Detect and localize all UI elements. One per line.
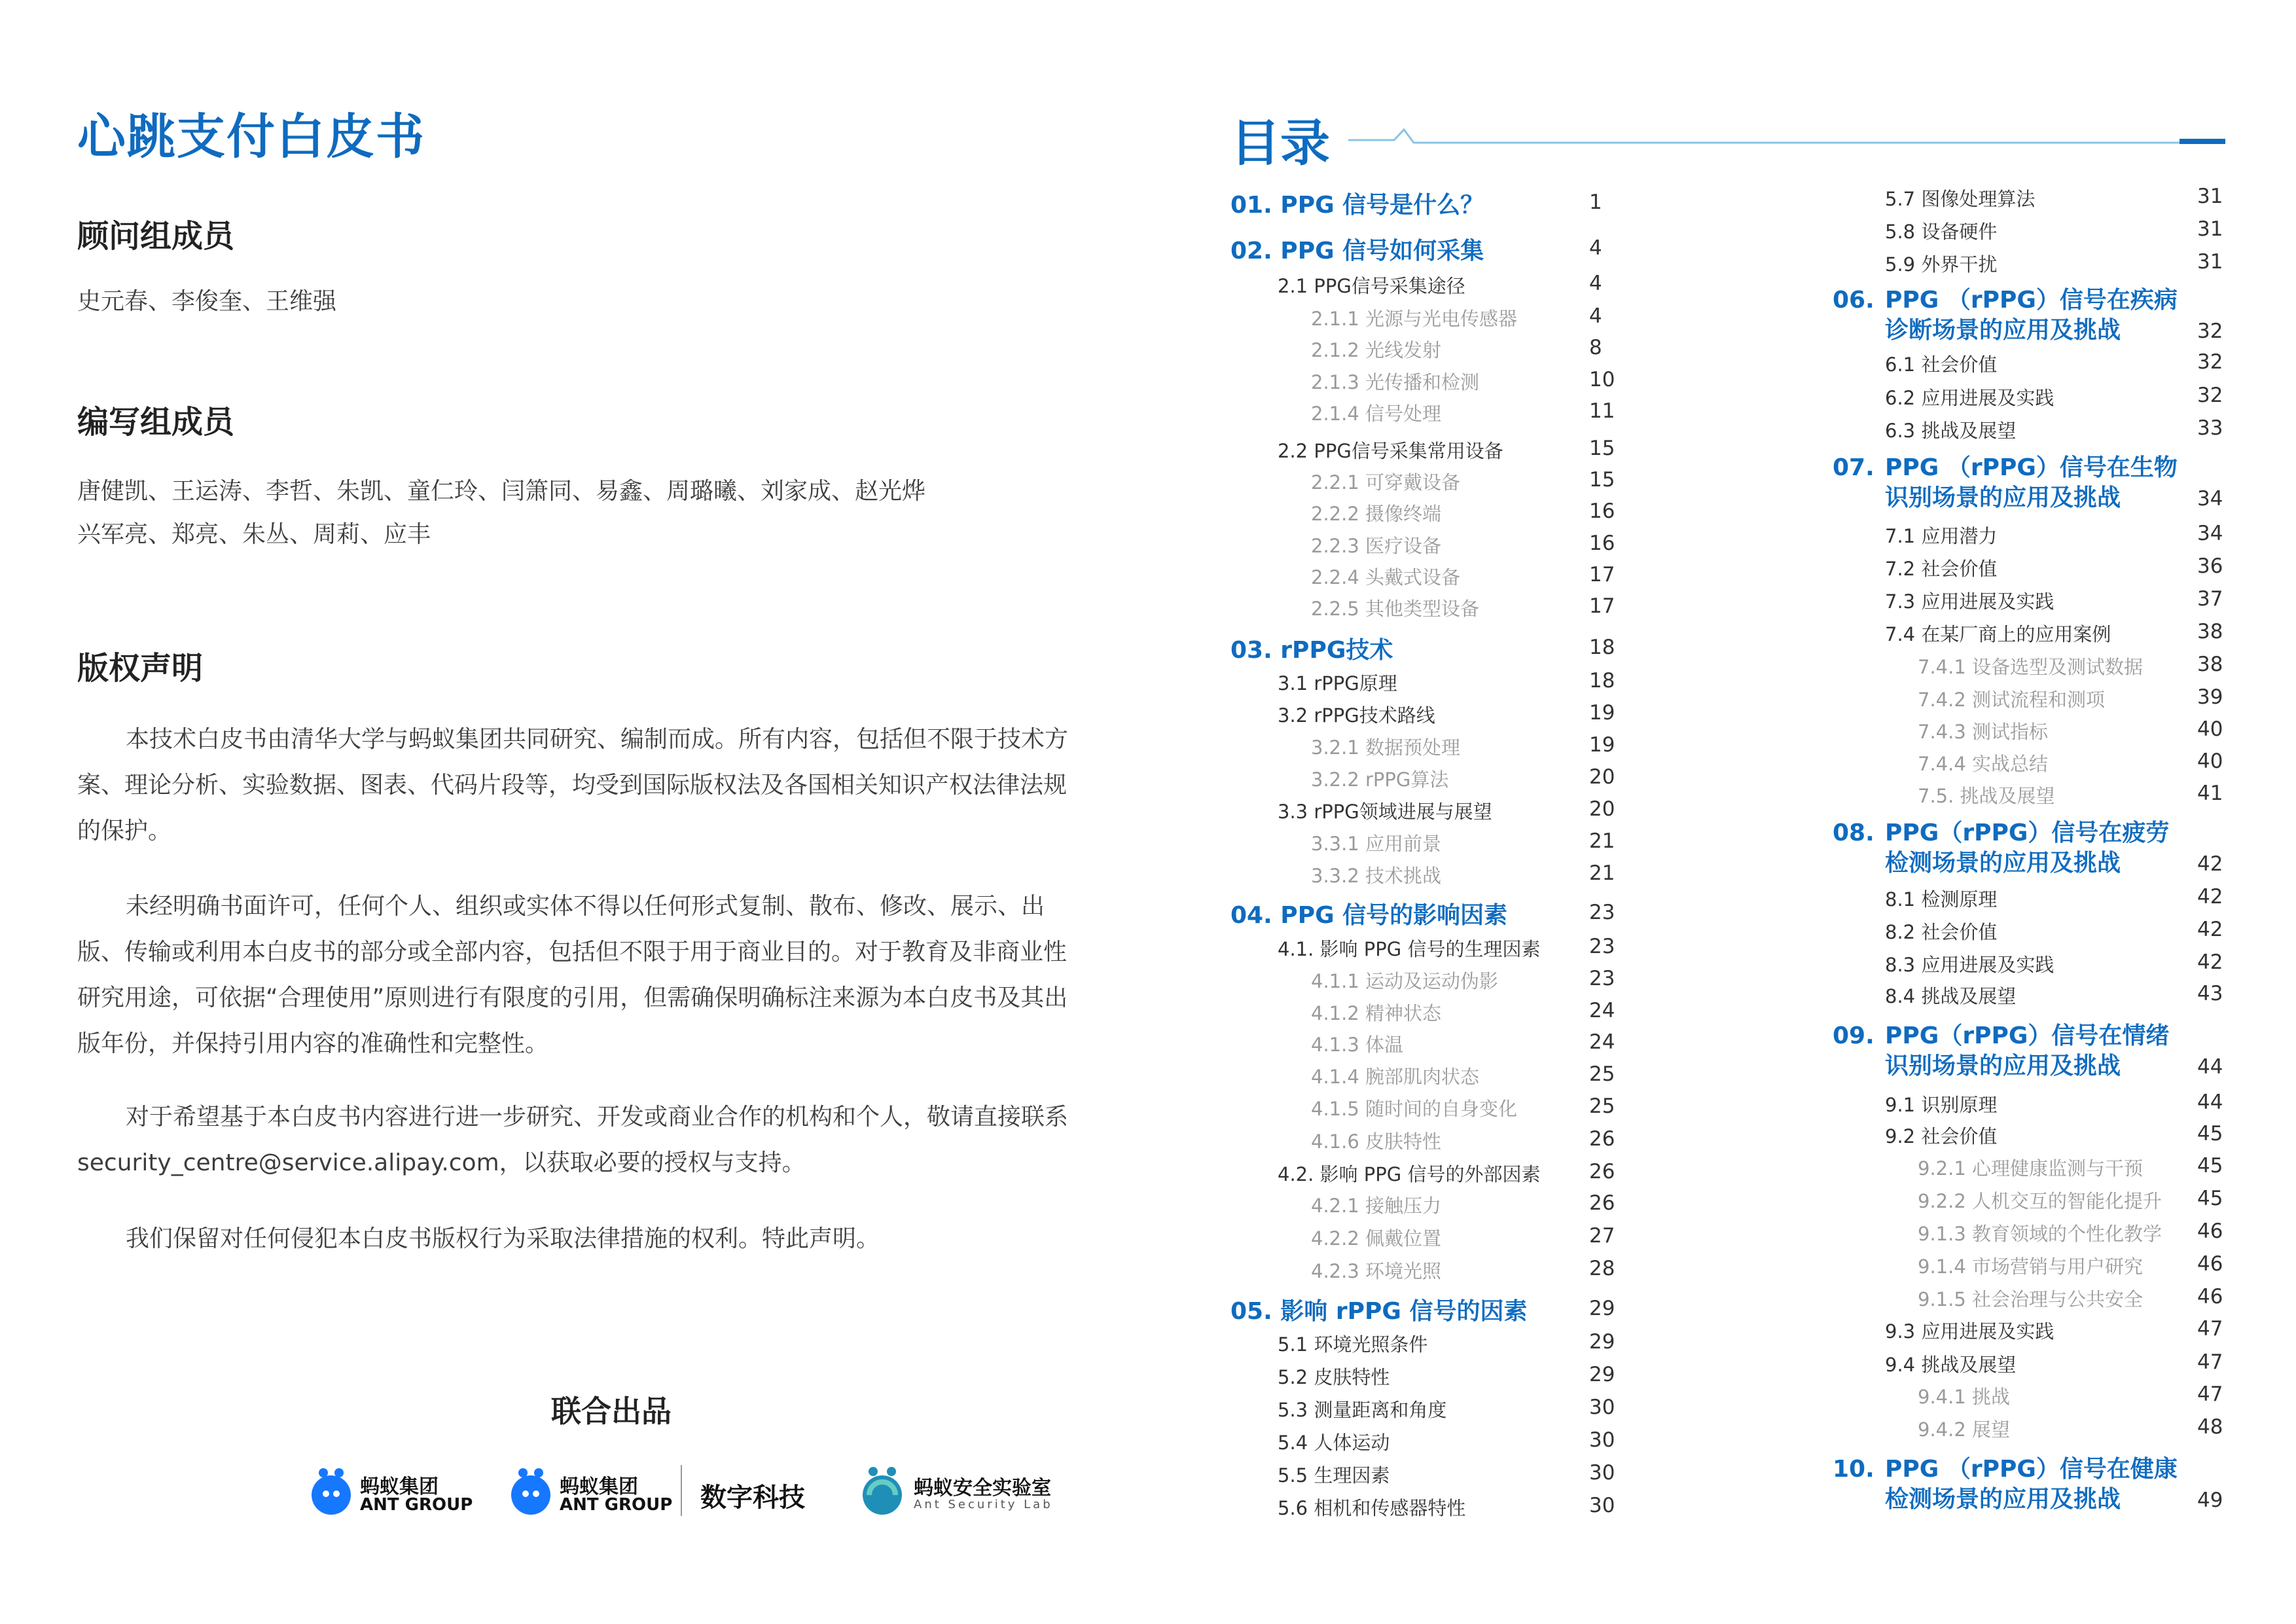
toc-entry-title-line2: 识别场景的应用及挑战: [1885, 1053, 2121, 1079]
toc-entry-title: 2.1 PPG信号采集途径: [1278, 275, 1465, 297]
toc-entry-title: 9.1 识别原理: [1885, 1094, 1998, 1116]
toc-entry-title: 6.1 社会价值: [1885, 353, 1998, 376]
page-title: 心跳支付白皮书: [77, 109, 425, 165]
toc-entry-title: 03. rPPG技术: [1230, 637, 1393, 664]
toc-entry-page: 45: [2197, 1122, 2223, 1146]
toc-entry-title: 5.8 设备硬件: [1885, 221, 1998, 243]
toc-entry-page: 27: [1589, 1224, 1615, 1248]
toc-entry-page: 4: [1589, 272, 1602, 295]
toc-entry-page: 40: [2197, 717, 2223, 741]
toc-entry-title: 3.1 rPPG原理: [1278, 672, 1397, 695]
toc-entry-title: 2.2.2 摄像终端: [1311, 503, 1442, 525]
copyright-paragraph-2: 未经明确书面许可，任何个人、组织或实体不得以任何形式复制、散布、修改、展示、出版、传输或利用本白皮书的部分或全部内容，包括但不限于用于商业目的。对于教育及非商业性研究用途，可依据“合理使用”原则进行有限度的引用，但需确保明确标注来源为本白皮书及其出版年份，并保持引用内容的准确性和完整性。: [77, 893, 1068, 1057]
toc-entry-page: 25: [1589, 1094, 1615, 1118]
toc-entry-page: 39: [2197, 685, 2223, 709]
toc-entry-page: 10: [1589, 368, 1615, 391]
toc-entry-title: 7.4.4 实战总结: [1918, 753, 2049, 775]
toc-entry-number: 07.: [1833, 454, 1874, 481]
toc-entry-title: 5.5 生理因素: [1278, 1464, 1390, 1487]
toc-entry-title: 5.2 皮肤特性: [1278, 1366, 1390, 1388]
toc-entry-title: 7.4.1 设备选型及测试数据: [1918, 656, 2144, 678]
toc-entry-page: 40: [2197, 749, 2223, 773]
toc-entry-page: 31: [2197, 185, 2223, 208]
toc-entry-page: 30: [1589, 1396, 1615, 1419]
toc-entry-title-line2: 识别场景的应用及挑战: [1885, 484, 2121, 511]
toc-entry-title: 4.1.2 精神状态: [1311, 1002, 1442, 1024]
toc-entry-title: 2.2.5 其他类型设备: [1311, 598, 1480, 620]
toc-entry-page: 8: [1589, 336, 1602, 359]
toc-entry-page: 19: [1589, 733, 1615, 757]
toc-entry-page: 30: [1589, 1428, 1615, 1452]
toc-entry-title: 05. 影响 rPPG 信号的因素: [1230, 1298, 1528, 1325]
ant-icon: [507, 1464, 554, 1516]
toc-entry-page: 25: [1589, 1062, 1615, 1086]
toc-entry-page: 41: [2197, 782, 2223, 805]
toc-entry-page: 45: [2197, 1154, 2223, 1178]
toc-entry-page: 15: [1589, 468, 1615, 492]
toc-entry-title: 6.3 挑战及展望: [1885, 420, 2017, 442]
lab-en: Ant Security Lab: [914, 1498, 1053, 1511]
toc-entry-title: 02. PPG 信号如何采集: [1230, 238, 1484, 264]
toc-entry-page: 26: [1589, 1160, 1615, 1183]
ant-icon: [308, 1464, 355, 1516]
toc-entry-page: 30: [1589, 1461, 1615, 1485]
toc-entry-title: 7.1 应用潜力: [1885, 525, 1998, 547]
toc-entry-title: 9.1.3 教育领域的个性化教学: [1918, 1223, 2162, 1245]
toc-entry-title: 2.2.3 医疗设备: [1311, 535, 1442, 557]
toc-entry-page: 34: [2197, 487, 2223, 511]
toc-entry-title-line2: 检测场景的应用及挑战: [1885, 1486, 2121, 1513]
ant-group-en: ANT GROUP: [560, 1495, 673, 1515]
toc-entry-title: 4.1. 影响 PPG 信号的生理因素: [1278, 938, 1541, 960]
toc-entry-title: 4.1.4 腕部肌肉状态: [1311, 1066, 1480, 1088]
toc-entry-title: 9.2.2 人机交互的智能化提升: [1918, 1190, 2162, 1212]
toc-entry-title: 3.2.2 rPPG算法: [1311, 768, 1449, 791]
toc-entry-title: 01. PPG 信号是什么？: [1230, 192, 1484, 219]
toc-entry-page: 11: [1589, 399, 1615, 423]
lab-cn: 蚂蚁安全实验室: [914, 1477, 1051, 1500]
toc-entry-title: 2.2.1 可穿戴设备: [1311, 471, 1461, 494]
toc-entry-title-line2: 检测场景的应用及挑战: [1885, 850, 2121, 876]
toc-entry-page: 42: [2197, 852, 2223, 876]
toc-entry-page: 32: [2197, 350, 2223, 374]
toc-title: 目录: [1230, 114, 1330, 172]
toc-entry-page: 44: [2197, 1055, 2223, 1079]
toc-entry-title: 5.3 测量距离和角度: [1278, 1399, 1447, 1421]
toc-entry-title: 8.2 社会价值: [1885, 921, 1998, 943]
toc-entry-title: 9.4.2 展望: [1918, 1418, 2011, 1441]
toc-entry-title: 4.1.1 运动及运动伪影: [1311, 970, 1499, 992]
toc-entry-title: 3.3.1 应用前景: [1311, 833, 1442, 855]
toc-entry-page: 16: [1589, 499, 1615, 523]
toc-entry-page: 15: [1589, 437, 1615, 460]
toc-entry-page: 29: [1589, 1297, 1615, 1320]
toc-entry-title-line1: PPG （rPPG）信号在疾病: [1885, 287, 2178, 314]
toc-entry-title: 3.3.2 技术挑战: [1311, 865, 1442, 887]
lab-icon: [857, 1462, 907, 1517]
toc-entry-title: 3.2.1 数据预处理: [1311, 736, 1461, 759]
toc-entry-title: 7.4 在某厂商上的应用案例: [1885, 623, 2111, 645]
toc-entry-title: 9.2.1 心理健康监测与干预: [1918, 1157, 2144, 1180]
toc-entry-page: 29: [1589, 1330, 1615, 1354]
toc-entry-title: 2.1.2 光线发射: [1311, 339, 1442, 361]
toc-entry-page: 42: [2197, 950, 2223, 974]
toc-entry-page: 47: [2197, 1350, 2223, 1374]
toc-entry-title: 5.9 外界干扰: [1885, 253, 1998, 276]
toc-entry-title: 8.4 挑战及展望: [1885, 985, 2017, 1007]
toc-entry-title-line1: PPG （rPPG）信号在健康: [1885, 1456, 2178, 1483]
toc-entry-page: 33: [2197, 416, 2223, 440]
toc-entry-page: 24: [1589, 999, 1615, 1022]
toc-entry-page: 37: [2197, 587, 2223, 611]
toc-entry-page: 47: [2197, 1317, 2223, 1341]
toc-entry-title: 2.2 PPG信号采集常用设备: [1278, 440, 1503, 462]
copyright-heading: 版权声明: [77, 650, 204, 687]
toc-entry-number: 10.: [1833, 1456, 1874, 1483]
toc-entry-page: 45: [2197, 1187, 2223, 1210]
toc-entry-title-line1: PPG（rPPG）信号在疲劳: [1885, 820, 2170, 846]
toc-entry-page: 47: [2197, 1382, 2223, 1406]
toc-entry-title: 8.3 应用进展及实践: [1885, 954, 2054, 976]
toc-entry-title-line1: PPG （rPPG）信号在生物: [1885, 454, 2178, 481]
advisors-list: 史元春、李俊奎、王维强: [77, 288, 337, 315]
digital-tech-label: 数字科技: [700, 1483, 805, 1513]
toc-entry-title: 9.4 挑战及展望: [1885, 1354, 2017, 1376]
toc-entry-title: 4.2. 影响 PPG 信号的外部因素: [1278, 1163, 1541, 1185]
toc-entry-title: 4.1.6 皮肤特性: [1311, 1130, 1442, 1153]
toc-entry-page: 21: [1589, 829, 1615, 853]
ant-security-lab-logo: [857, 1458, 1067, 1524]
toc-entry-page: 49: [2197, 1489, 2223, 1512]
toc-entry-number: 09.: [1833, 1022, 1874, 1049]
toc-entry-page: 4: [1589, 236, 1602, 260]
toc-entry-title: 7.2 社会价值: [1885, 558, 1998, 580]
toc-entry-title: 4.1.5 随时间的自身变化: [1311, 1098, 1518, 1120]
toc-entry-title: 4.1.3 体温: [1311, 1034, 1404, 1056]
toc-entry-title: 4.2.2 佩戴位置: [1311, 1227, 1442, 1250]
toc-entry-title-line1: PPG（rPPG）信号在情绪: [1885, 1022, 2170, 1049]
joint-production-label: 联合出品: [551, 1394, 672, 1429]
toc-entry-page: 46: [2197, 1285, 2223, 1308]
toc-entry-title: 2.1.1 光源与光电传感器: [1311, 308, 1518, 330]
toc-entry-page: 44: [2197, 1091, 2223, 1114]
toc-entry-page: 31: [2197, 217, 2223, 241]
toc-entry-page: 17: [1589, 563, 1615, 586]
logo-divider: [681, 1465, 682, 1516]
toc-entry-page: 38: [2197, 620, 2223, 643]
toc-entry-title: 5.1 环境光照条件: [1278, 1333, 1428, 1356]
toc-entry-title: 7.4.3 测试指标: [1918, 721, 2049, 743]
ant-group-cn: 蚂蚁集团: [560, 1475, 638, 1498]
toc-entry-page: 42: [2197, 918, 2223, 941]
toc-entry-page: 46: [2197, 1252, 2223, 1276]
toc-entry-page: 31: [2197, 250, 2223, 274]
toc-entry-title: 4.2.3 环境光照: [1311, 1260, 1442, 1282]
toc-entry-title: 7.5. 挑战及展望: [1918, 785, 2055, 807]
ant-group-en: ANT GROUP: [360, 1495, 473, 1515]
toc-entry-page: 24: [1589, 1030, 1615, 1054]
toc-entry-title: 2.1.3 光传播和检测: [1311, 371, 1480, 393]
toc-entry-page: 20: [1589, 765, 1615, 789]
toc-entry-page: 30: [1589, 1494, 1615, 1517]
toc-entry-page: 43: [2197, 982, 2223, 1005]
toc-entry-page: 4: [1589, 304, 1602, 328]
toc-entry-page: 34: [2197, 522, 2223, 545]
toc-entry-page: 32: [2197, 319, 2223, 343]
ant-group-cn: 蚂蚁集团: [360, 1475, 439, 1498]
toc-entry-page: 23: [1589, 967, 1615, 990]
toc-entry-page: 16: [1589, 532, 1615, 555]
authors-list-line1: 唐健凯、王运涛、李哲、朱凯、童仁玲、闫箫同、易鑫、周璐曦、刘家成、赵光烨: [77, 478, 926, 505]
toc-entry-title: 3.2 rPPG技术路线: [1278, 704, 1435, 727]
toc-entry-page: 42: [2197, 885, 2223, 909]
toc-entry-title: 4.2.1 接触压力: [1311, 1195, 1442, 1217]
toc-entry-title: 9.1.5 社会治理与公共安全: [1918, 1288, 2144, 1310]
ant-group-digital-logo: [507, 1458, 828, 1524]
toc-entry-title: 9.3 应用进展及实践: [1885, 1320, 2054, 1343]
toc-entry-page: 1: [1589, 190, 1602, 214]
copyright-paragraph-1: 本技术白皮书由清华大学与蚂蚁集团共同研究、编制而成。所有内容，包括但不限于技术方案、理论分析、实验数据、图表、代码片段等，均受到国际版权法及各国相关知识产权法律法规的保护。: [77, 726, 1069, 844]
toc-entry-title: 9.2 社会价值: [1885, 1125, 1998, 1147]
toc-entry-page: 46: [2197, 1219, 2223, 1243]
toc-entry-page: 36: [2197, 554, 2223, 578]
toc-entry-number: 06.: [1833, 287, 1874, 314]
copyright-paragraph-3: 对于希望基于本白皮书内容进行进一步研究、开发或商业合作的机构和个人，敬请直接联系security_centre@service.alipay.com，以获取必要的授权与支持。: [77, 1104, 1069, 1176]
toc-entry-title: 5.6 相机和传感器特性: [1278, 1497, 1466, 1519]
toc-entry-page: 26: [1589, 1191, 1615, 1215]
toc-entry-title: 5.4 人体运动: [1278, 1432, 1390, 1454]
toc-entry-number: 08.: [1833, 820, 1874, 846]
toc-entry-page: 26: [1589, 1127, 1615, 1151]
toc-entry-page: 32: [2197, 384, 2223, 407]
toc-entry-title: 5.7 图像处理算法: [1885, 188, 2036, 210]
toc-entry-title: 04. PPG 信号的影响因素: [1230, 902, 1508, 929]
toc-entry-page: 18: [1589, 636, 1615, 659]
toc-entry-page: 17: [1589, 594, 1615, 618]
toc-entry-page: 18: [1589, 669, 1615, 693]
ant-group-logo-1: [308, 1458, 478, 1524]
toc-entry-page: 38: [2197, 653, 2223, 676]
toc-entry-title: 8.1 检测原理: [1885, 888, 1998, 911]
toc-title-decoration: [1348, 123, 2232, 149]
toc-entry-page: 23: [1589, 901, 1615, 924]
toc-entry-title: 6.2 应用进展及实践: [1885, 387, 2054, 409]
toc-entry-page: 20: [1589, 797, 1615, 821]
toc-entry-page: 21: [1589, 861, 1615, 885]
authors-heading: 编写组成员: [77, 404, 235, 441]
toc-entry-title: 2.1.4 信号处理: [1311, 403, 1442, 425]
toc-entry-title: 9.1.4 市场营销与用户研究: [1918, 1255, 2144, 1278]
toc-entry-title: 7.3 应用进展及实践: [1885, 590, 2054, 613]
toc-entry-page: 48: [2197, 1415, 2223, 1439]
advisors-heading: 顾问组成员: [77, 218, 235, 255]
toc-entry-page: 23: [1589, 935, 1615, 958]
toc-entry-title: 9.4.1 挑战: [1918, 1386, 2011, 1408]
toc-entry-page: 29: [1589, 1363, 1615, 1386]
toc-entry-title: 2.2.4 头戴式设备: [1311, 566, 1461, 588]
authors-list-line2: 兴军亮、郑亮、朱丛、周莉、应丰: [77, 521, 431, 548]
toc-entry-title-line2: 诊断场景的应用及挑战: [1885, 317, 2121, 344]
toc-entry-page: 28: [1589, 1257, 1615, 1280]
toc-entry-page: 19: [1589, 701, 1615, 725]
toc-entry-title: 7.4.2 测试流程和测项: [1918, 689, 2106, 711]
copyright-paragraph-4: 我们保留对任何侵犯本白皮书版权行为采取法律措施的权利。特此声明。: [126, 1225, 880, 1252]
toc-entry-title: 3.3 rPPG领域进展与展望: [1278, 801, 1492, 823]
